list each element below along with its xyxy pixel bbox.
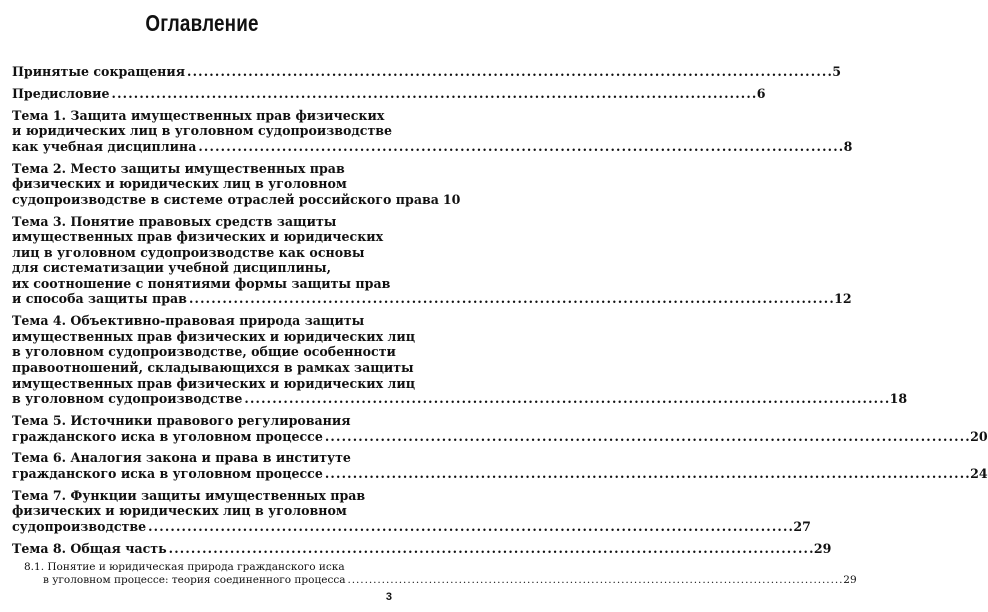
dot-leader — [347, 574, 841, 588]
toc-entry-line: и способа защиты прав — [12, 291, 187, 307]
dot-leader — [244, 391, 887, 407]
toc-entry-line: и юридических лиц в уголовном судопроизводстве — [12, 123, 393, 139]
toc-entry[interactable] — [12, 160, 461, 208]
toc-entry-line: гражданского иска в уголовном процессе — [12, 465, 323, 481]
table-of-contents — [12, 64, 988, 594]
toc-entry-line: Тема 3. Понятие правовых средств защиты — [12, 213, 337, 229]
toc-entry-line: физических и юридических лиц в уголовном — [12, 176, 347, 192]
toc-page-number: 18 — [889, 391, 908, 407]
toc-entry-line: имущественных прав физических и юридических лиц — [12, 375, 416, 391]
dot-leader — [198, 139, 841, 155]
toc-page-number: 12 — [834, 291, 852, 307]
toc-entry-line: гражданского иска в уголовном процессе — [12, 428, 323, 444]
toc-entry[interactable] — [12, 450, 988, 481]
toc-page-number: 27 — [793, 518, 811, 534]
dot-leader — [148, 519, 791, 535]
toc-entry[interactable] — [12, 313, 908, 407]
toc-entry[interactable] — [12, 487, 811, 535]
toc-entry-line: Предисловие — [12, 85, 110, 101]
dot-leader — [189, 291, 832, 307]
toc-entry-line: 8.1. Понятие и юридическая природа гражданского иска — [24, 560, 345, 573]
toc-entry-line: имущественных прав физических и юридических лиц — [12, 328, 416, 344]
toc-entry-line: Тема 8. Общая часть — [12, 540, 167, 556]
toc-page-number: 6 — [756, 85, 766, 101]
toc-entry-line: Тема 1. Защита имущественных прав физических — [12, 107, 385, 123]
toc-entry[interactable] — [12, 213, 852, 308]
toc-entry-line: лиц в уголовном судопроизводстве как основы — [12, 244, 365, 260]
toc-entry-line: правоотношений, складывающихся в рамках защиты — [12, 360, 414, 376]
toc-entry-line: судопроизводстве — [12, 518, 147, 534]
toc-entry-line: Тема 4. Объективно-правовая природа защиты — [12, 313, 365, 329]
dot-leader — [169, 541, 812, 557]
toc-page-number: 20 — [970, 428, 988, 444]
toc-entry-line: физических и юридических лиц в уголовном — [12, 503, 347, 519]
toc-entry-line: Принятые сокращения — [12, 64, 186, 79]
dot-leader — [325, 466, 968, 482]
toc-entry-line: Тема 5. Источники правового регулирования — [12, 413, 351, 428]
toc-entry[interactable] — [12, 107, 853, 155]
toc-entries — [12, 64, 988, 556]
toc-entry-line: Тема 2. Место защиты имущественных прав — [12, 160, 345, 176]
toc-entry-line: имущественных прав физических и юридических — [12, 229, 384, 245]
toc-entry-line: как учебная дисциплина — [12, 138, 197, 154]
toc-entry[interactable] — [12, 540, 832, 557]
toc-entry-line: для систематизации учебной дисциплины, — [12, 260, 332, 276]
toc-page-number: 10 — [442, 191, 461, 207]
toc-entry[interactable] — [12, 85, 766, 102]
dot-leader — [112, 86, 755, 102]
toc-page-number: 29 — [843, 574, 857, 586]
dot-leader — [187, 64, 830, 80]
toc-page-number: 5 — [832, 64, 842, 79]
toc-page-number: 8 — [843, 138, 853, 154]
toc-entry-line: в уголовном судопроизводстве — [12, 391, 243, 407]
dot-leader — [325, 429, 968, 445]
toc-entry-line: судопроизводстве в системе отраслей российского права — [12, 191, 439, 207]
toc-entry-line: Тема 7. Функции защиты имущественных прав — [12, 487, 366, 503]
toc-subentry[interactable] — [24, 560, 857, 588]
toc-entry[interactable] — [12, 413, 988, 444]
page-title: Оглавление — [145, 10, 259, 36]
toc-page-number: 29 — [813, 540, 832, 556]
toc-entry-line: Тема 6. Аналогия закона и права в институте — [12, 450, 351, 466]
toc-entry[interactable] — [12, 64, 842, 80]
toc-entry-line: в уголовном процессе: теория соединенного процесса — [43, 574, 346, 586]
toc-page-number: 24 — [970, 465, 988, 481]
toc-entry-line: их соотношение с понятиями формы защиты прав — [12, 275, 391, 291]
toc-subentries — [24, 560, 857, 588]
page-number: 3 — [385, 591, 392, 603]
toc-entry-line: в уголовном судопроизводстве, общие особенности — [12, 344, 396, 360]
